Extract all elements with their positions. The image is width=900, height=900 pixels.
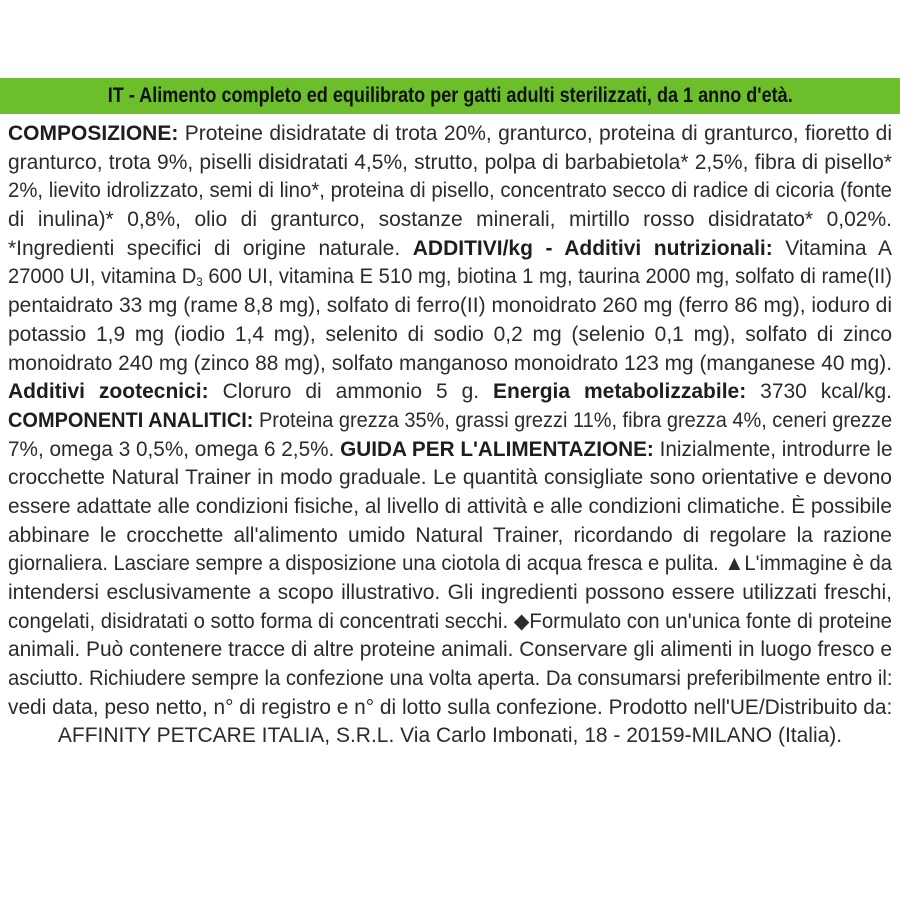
label-text: potassio 1,9 mg (iodio 1,4 mg), selenito di sodio 0,2 mg (selenio 0,1 mg), solfato di zinco xyxy=(8,322,892,346)
label-line xyxy=(8,636,892,665)
label-text: 7%, omega 3 0,5%, omega 6 2,5%. xyxy=(8,437,341,461)
section-heading: Energia metabolizzabile: xyxy=(493,380,761,404)
label-line xyxy=(8,665,892,694)
label-text: pentaidrato 33 mg (rame 8,8 mg), solfato di ferro(II) monoidrato 260 mg (ferro 86 mg), ioduro di xyxy=(8,294,892,318)
label-text: monoidrato 240 mg (zinco 88 mg), solfato manganoso monoidrato 123 mg (manganese 40 mg). xyxy=(8,351,892,375)
label-text: Vitamina A xyxy=(785,236,892,260)
label-text: Proteine disidratate di trota 20%, granturco, proteina di granturco, fioretto di xyxy=(184,122,892,145)
product-title: IT - Alimento completo ed equilibrato per gatti adulti sterilizzati, da 1 anno d'età. xyxy=(107,84,793,107)
section-heading: Additivi zootecnici: xyxy=(8,380,223,404)
label-line xyxy=(8,493,892,522)
section-heading: GUIDA PER L'ALIMENTAZIONE: xyxy=(340,437,660,461)
label-text: *Ingredienti specifici di origine naturale. xyxy=(8,236,413,260)
label-line xyxy=(8,177,892,206)
label-line xyxy=(8,608,892,637)
label-text: 3730 kcal/kg. xyxy=(760,380,892,404)
label-line xyxy=(8,149,892,178)
label-line xyxy=(8,235,892,264)
section-heading: COMPOSIZIONE: xyxy=(8,122,185,145)
label-line xyxy=(8,550,892,579)
label-line xyxy=(8,522,892,551)
label-line xyxy=(8,292,892,321)
subscript: 3 xyxy=(196,275,203,290)
label-text: granturco, trota 9%, piselli disidratati 4,5%, strutto, polpa di barbabietola* 2,5%, fibra di pisello* xyxy=(8,150,892,174)
label-text: Cloruro di ammonio 5 g. xyxy=(222,380,494,404)
label-text: di inulina)* 0,8%, olio di granturco, sostanze minerali, mirtillo rosso disidratato* 0,02%. xyxy=(8,208,892,232)
label-text: 600 UI, vitamina E 510 mg, biotina 1 mg, taurina 2000 mg, solfato di rame(II) xyxy=(202,265,892,289)
section-heading: ADDITIVI/kg - Additivi nutrizionali: xyxy=(412,236,786,260)
title-banner xyxy=(0,78,900,114)
label-line xyxy=(8,694,892,723)
label-line xyxy=(8,321,892,350)
label-text: asciutto. Richiudere sempre la confezione una volta aperta. Da consumarsi preferibilmente entro il: xyxy=(8,667,893,691)
label-line xyxy=(8,378,892,407)
label-line xyxy=(8,464,892,493)
label-text: crocchette Natural Trainer in modo graduale. Le quantità consigliate sono orientative e devono xyxy=(8,466,892,490)
label-text: vedi data, peso netto, n° di registro e n° di lotto sulla confezione. Prodotto nell'UE/Distribuito da: xyxy=(8,695,893,719)
label-line xyxy=(8,436,892,465)
label-text: giornaliera. Lasciare sempre a disposizione una ciotola di acqua fresca e pulita. ▲L'immagine è da xyxy=(8,552,892,576)
label-text: essere adattate alle condizioni fisiche, al livello di attività e alle condizioni climatiche. È possibile xyxy=(8,494,892,518)
label-line xyxy=(8,579,892,608)
label-line xyxy=(8,407,892,436)
label-line xyxy=(8,120,892,149)
label-text: abbinare le crocchette all'alimento umido Natural Trainer, ricordando di regolare la razione xyxy=(8,523,892,547)
label-text-block xyxy=(8,120,892,751)
label-text: Proteina grezza 35%, grassi grezzi 11%, fibra grezza 4%, ceneri grezze xyxy=(258,408,893,432)
label-text: Inizialmente, introdurre le xyxy=(659,437,893,461)
label-text: congelati, disidratati o sotto forma di concentrati secchi. ◆Formulato con un'unica fonte di proteine xyxy=(8,609,892,633)
section-heading: COMPONENTI ANALITICI: xyxy=(8,408,259,432)
label-text: 27000 UI, vitamina D xyxy=(8,265,197,289)
label-text: animali. Può contenere tracce di altre proteine animali. Conservare gli alimenti in luogo fresco e xyxy=(8,638,892,662)
label-line xyxy=(8,350,892,379)
label-line xyxy=(8,722,892,751)
label-text: AFFINITY PETCARE ITALIA, S.R.L. Via Carlo Imbonati, 18 - 20159-MILANO (Italia). xyxy=(57,724,843,748)
label-line xyxy=(8,263,892,292)
label-text: intendersi esclusivamente a scopo illustrativo. Gli ingredienti possono essere utilizzati freschi, xyxy=(8,581,892,604)
label-line xyxy=(8,206,892,235)
label-text: 2%, lievito idrolizzato, semi di lino*, proteina di pisello, concentrato secco di radice di cicoria (fonte xyxy=(8,179,892,203)
